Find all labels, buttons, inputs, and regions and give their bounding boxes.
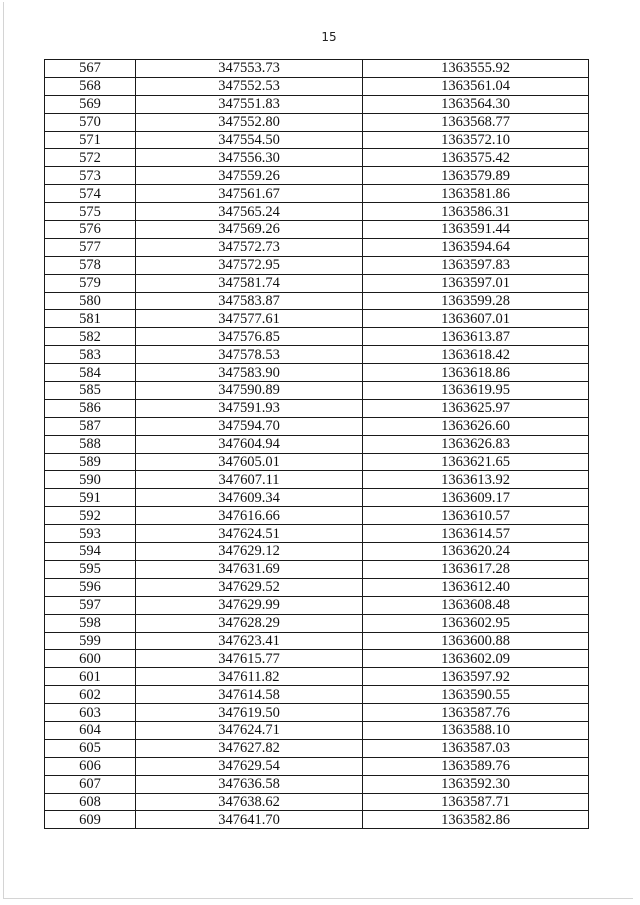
x-coordinate-cell: 347572.95 xyxy=(136,256,363,274)
table-row xyxy=(45,721,589,739)
x-coordinate-cell: 347583.87 xyxy=(136,292,363,310)
point-number-cell: 591 xyxy=(45,489,136,507)
y-coordinate-cell: 1363597.01 xyxy=(363,274,589,292)
table-row xyxy=(45,60,589,78)
table-row xyxy=(45,77,589,95)
point-number-cell: 567 xyxy=(45,60,136,78)
point-number-cell: 581 xyxy=(45,310,136,328)
y-coordinate-cell: 1363597.92 xyxy=(363,668,589,686)
y-coordinate-cell: 1363618.42 xyxy=(363,346,589,364)
coordinates-table-body xyxy=(45,60,589,829)
table-row xyxy=(45,149,589,167)
point-number-cell: 576 xyxy=(45,221,136,239)
point-number-cell: 592 xyxy=(45,507,136,525)
x-coordinate-cell: 347581.74 xyxy=(136,274,363,292)
x-coordinate-cell: 347629.54 xyxy=(136,757,363,775)
x-coordinate-cell: 347607.11 xyxy=(136,471,363,489)
table-row xyxy=(45,686,589,704)
point-number-cell: 571 xyxy=(45,131,136,149)
x-coordinate-cell: 347577.61 xyxy=(136,310,363,328)
point-number-cell: 586 xyxy=(45,399,136,417)
y-coordinate-cell: 1363608.48 xyxy=(363,596,589,614)
x-coordinate-cell: 347556.30 xyxy=(136,149,363,167)
y-coordinate-cell: 1363626.60 xyxy=(363,417,589,435)
y-coordinate-cell: 1363626.83 xyxy=(363,435,589,453)
table-row xyxy=(45,560,589,578)
y-coordinate-cell: 1363621.65 xyxy=(363,453,589,471)
table-row xyxy=(45,811,589,829)
y-coordinate-cell: 1363618.86 xyxy=(363,364,589,382)
table-row xyxy=(45,131,589,149)
point-number-cell: 583 xyxy=(45,346,136,364)
point-number-cell: 597 xyxy=(45,596,136,614)
x-coordinate-cell: 347638.62 xyxy=(136,793,363,811)
table-row xyxy=(45,543,589,561)
y-coordinate-cell: 1363619.95 xyxy=(363,382,589,400)
x-coordinate-cell: 347605.01 xyxy=(136,453,363,471)
point-number-cell: 605 xyxy=(45,739,136,757)
x-coordinate-cell: 347591.93 xyxy=(136,399,363,417)
table-row xyxy=(45,328,589,346)
point-number-cell: 570 xyxy=(45,113,136,131)
table-row xyxy=(45,95,589,113)
point-number-cell: 589 xyxy=(45,453,136,471)
y-coordinate-cell: 1363609.17 xyxy=(363,489,589,507)
point-number-cell: 607 xyxy=(45,775,136,793)
table-row xyxy=(45,596,589,614)
x-coordinate-cell: 347554.50 xyxy=(136,131,363,149)
y-coordinate-cell: 1363592.30 xyxy=(363,775,589,793)
y-coordinate-cell: 1363612.40 xyxy=(363,578,589,596)
point-number-cell: 606 xyxy=(45,757,136,775)
point-number-cell: 573 xyxy=(45,167,136,185)
x-coordinate-cell: 347623.41 xyxy=(136,632,363,650)
x-coordinate-cell: 347628.29 xyxy=(136,614,363,632)
x-coordinate-cell: 347552.53 xyxy=(136,77,363,95)
table-row xyxy=(45,578,589,596)
x-coordinate-cell: 347631.69 xyxy=(136,560,363,578)
table-row xyxy=(45,346,589,364)
point-number-cell: 595 xyxy=(45,560,136,578)
x-coordinate-cell: 347641.70 xyxy=(136,811,363,829)
table-row xyxy=(45,507,589,525)
table-row xyxy=(45,525,589,543)
table-row xyxy=(45,417,589,435)
point-number-cell: 599 xyxy=(45,632,136,650)
x-coordinate-cell: 347594.70 xyxy=(136,417,363,435)
point-number-cell: 593 xyxy=(45,525,136,543)
coordinates-table xyxy=(44,59,589,829)
table-row xyxy=(45,793,589,811)
y-coordinate-cell: 1363625.97 xyxy=(363,399,589,417)
table-row xyxy=(45,704,589,722)
x-coordinate-cell: 347565.24 xyxy=(136,203,363,221)
x-coordinate-cell: 347611.82 xyxy=(136,668,363,686)
table-row xyxy=(45,668,589,686)
y-coordinate-cell: 1363587.03 xyxy=(363,739,589,757)
x-coordinate-cell: 347636.58 xyxy=(136,775,363,793)
y-coordinate-cell: 1363620.24 xyxy=(363,543,589,561)
point-number-cell: 575 xyxy=(45,203,136,221)
x-coordinate-cell: 347629.12 xyxy=(136,543,363,561)
point-number-cell: 580 xyxy=(45,292,136,310)
x-coordinate-cell: 347559.26 xyxy=(136,167,363,185)
x-coordinate-cell: 347551.83 xyxy=(136,95,363,113)
table-row xyxy=(45,292,589,310)
x-coordinate-cell: 347553.73 xyxy=(136,60,363,78)
point-number-cell: 601 xyxy=(45,668,136,686)
point-number-cell: 598 xyxy=(45,614,136,632)
y-coordinate-cell: 1363597.83 xyxy=(363,256,589,274)
y-coordinate-cell: 1363617.28 xyxy=(363,560,589,578)
table-row xyxy=(45,364,589,382)
point-number-cell: 569 xyxy=(45,95,136,113)
point-number-cell: 582 xyxy=(45,328,136,346)
point-number-cell: 568 xyxy=(45,77,136,95)
x-coordinate-cell: 347624.71 xyxy=(136,721,363,739)
y-coordinate-cell: 1363582.86 xyxy=(363,811,589,829)
y-coordinate-cell: 1363602.09 xyxy=(363,650,589,668)
table-row xyxy=(45,614,589,632)
table-row xyxy=(45,757,589,775)
y-coordinate-cell: 1363607.01 xyxy=(363,310,589,328)
table-row xyxy=(45,471,589,489)
point-number-cell: 588 xyxy=(45,435,136,453)
x-coordinate-cell: 347624.51 xyxy=(136,525,363,543)
point-number-cell: 603 xyxy=(45,704,136,722)
y-coordinate-cell: 1363599.28 xyxy=(363,292,589,310)
table-row xyxy=(45,632,589,650)
page-number: 15 xyxy=(321,30,337,44)
x-coordinate-cell: 347572.73 xyxy=(136,238,363,256)
y-coordinate-cell: 1363587.76 xyxy=(363,704,589,722)
y-coordinate-cell: 1363561.04 xyxy=(363,77,589,95)
y-coordinate-cell: 1363589.76 xyxy=(363,757,589,775)
point-number-cell: 574 xyxy=(45,185,136,203)
x-coordinate-cell: 347615.77 xyxy=(136,650,363,668)
table-row xyxy=(45,382,589,400)
table-row xyxy=(45,489,589,507)
point-number-cell: 596 xyxy=(45,578,136,596)
point-number-cell: 579 xyxy=(45,274,136,292)
table-row xyxy=(45,256,589,274)
y-coordinate-cell: 1363586.31 xyxy=(363,203,589,221)
table-row xyxy=(45,238,589,256)
x-coordinate-cell: 347576.85 xyxy=(136,328,363,346)
point-number-cell: 602 xyxy=(45,686,136,704)
point-number-cell: 587 xyxy=(45,417,136,435)
point-number-cell: 600 xyxy=(45,650,136,668)
point-number-cell: 585 xyxy=(45,382,136,400)
y-coordinate-cell: 1363581.86 xyxy=(363,185,589,203)
x-coordinate-cell: 347569.26 xyxy=(136,221,363,239)
x-coordinate-cell: 347619.50 xyxy=(136,704,363,722)
x-coordinate-cell: 347614.58 xyxy=(136,686,363,704)
y-coordinate-cell: 1363600.88 xyxy=(363,632,589,650)
y-coordinate-cell: 1363588.10 xyxy=(363,721,589,739)
y-coordinate-cell: 1363572.10 xyxy=(363,131,589,149)
x-coordinate-cell: 347583.90 xyxy=(136,364,363,382)
y-coordinate-cell: 1363590.55 xyxy=(363,686,589,704)
table-row xyxy=(45,739,589,757)
x-coordinate-cell: 347629.52 xyxy=(136,578,363,596)
x-coordinate-cell: 347590.89 xyxy=(136,382,363,400)
table-row xyxy=(45,310,589,328)
point-number-cell: 577 xyxy=(45,238,136,256)
y-coordinate-cell: 1363613.87 xyxy=(363,328,589,346)
point-number-cell: 608 xyxy=(45,793,136,811)
table-row xyxy=(45,185,589,203)
point-number-cell: 578 xyxy=(45,256,136,274)
x-coordinate-cell: 347578.53 xyxy=(136,346,363,364)
y-coordinate-cell: 1363564.30 xyxy=(363,95,589,113)
point-number-cell: 604 xyxy=(45,721,136,739)
x-coordinate-cell: 347604.94 xyxy=(136,435,363,453)
table-row xyxy=(45,203,589,221)
table-row xyxy=(45,435,589,453)
y-coordinate-cell: 1363579.89 xyxy=(363,167,589,185)
y-coordinate-cell: 1363575.42 xyxy=(363,149,589,167)
point-number-cell: 594 xyxy=(45,543,136,561)
y-coordinate-cell: 1363591.44 xyxy=(363,221,589,239)
x-coordinate-cell: 347629.99 xyxy=(136,596,363,614)
y-coordinate-cell: 1363614.57 xyxy=(363,525,589,543)
table-row xyxy=(45,650,589,668)
x-coordinate-cell: 347561.67 xyxy=(136,185,363,203)
point-number-cell: 609 xyxy=(45,811,136,829)
x-coordinate-cell: 347552.80 xyxy=(136,113,363,131)
point-number-cell: 584 xyxy=(45,364,136,382)
y-coordinate-cell: 1363610.57 xyxy=(363,507,589,525)
point-number-cell: 590 xyxy=(45,471,136,489)
x-coordinate-cell: 347627.82 xyxy=(136,739,363,757)
y-coordinate-cell: 1363602.95 xyxy=(363,614,589,632)
y-coordinate-cell: 1363568.77 xyxy=(363,113,589,131)
y-coordinate-cell: 1363555.92 xyxy=(363,60,589,78)
table-row xyxy=(45,113,589,131)
table-row xyxy=(45,274,589,292)
y-coordinate-cell: 1363613.92 xyxy=(363,471,589,489)
table-row xyxy=(45,453,589,471)
y-coordinate-cell: 1363587.71 xyxy=(363,793,589,811)
x-coordinate-cell: 347616.66 xyxy=(136,507,363,525)
table-row xyxy=(45,775,589,793)
table-row xyxy=(45,167,589,185)
point-number-cell: 572 xyxy=(45,149,136,167)
table-row xyxy=(45,221,589,239)
y-coordinate-cell: 1363594.64 xyxy=(363,238,589,256)
x-coordinate-cell: 347609.34 xyxy=(136,489,363,507)
table-row xyxy=(45,399,589,417)
